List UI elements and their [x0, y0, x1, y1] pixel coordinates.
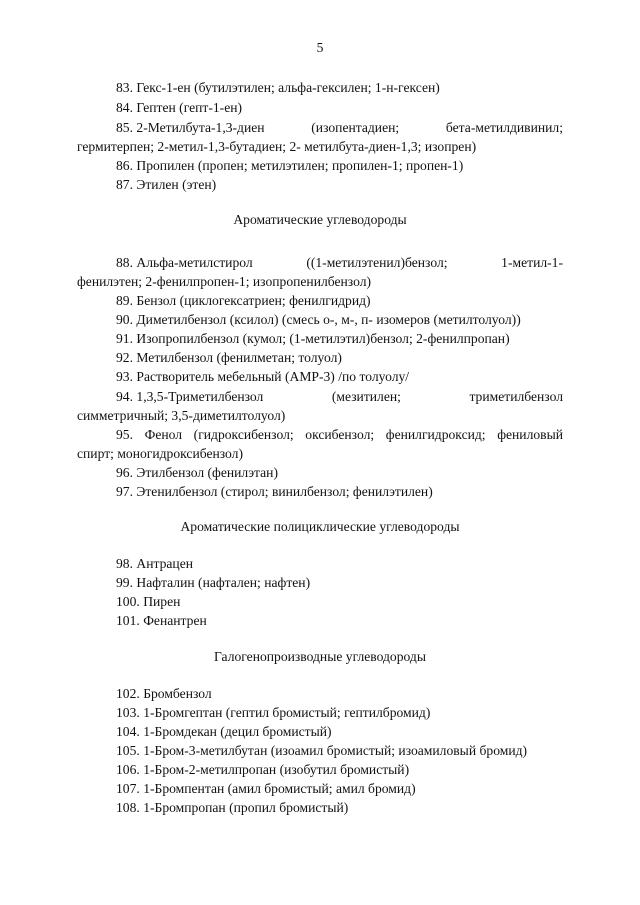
list-item: 87. Этилен (этен)	[116, 177, 217, 192]
word: 1-метил-1-	[501, 255, 563, 270]
word: триметилбензол	[469, 389, 563, 404]
section-heading: Галогенопроизводные углеводороды	[214, 649, 426, 664]
list-item: 108. 1-Бромпропан (пропил бромистый)	[116, 800, 349, 815]
list-item-continuation: симметричный; 3,5-диметилтолуол)	[77, 408, 286, 423]
list-item: 98. Антрацен	[116, 556, 194, 571]
list-item: 101. Фенантрен	[116, 613, 207, 628]
word: бета-метилдивинил;	[445, 120, 563, 135]
list-item-justified	[116, 427, 563, 443]
list-item: 105. 1-Бром-3-метилбутан (изоамил бромистый; изоамиловый бромид)	[116, 743, 528, 758]
list-item-justified	[116, 120, 563, 136]
list-item: 106. 1-Бром-2-метилпропан (изобутил бромистый)	[116, 762, 410, 777]
section-heading: Ароматические полициклические углеводороды	[180, 519, 460, 534]
word: Фенол	[144, 427, 183, 442]
list-item: 93. Растворитель мебельный (АМР-3) /по толуолу/	[116, 369, 410, 384]
word: 94. 1,3,5-Триметилбензол	[116, 389, 264, 404]
word: 88. Альфа-метилстирол	[116, 255, 253, 270]
list-item: 100. Пирен	[116, 594, 181, 609]
list-item-justified	[116, 389, 563, 405]
list-item: 83. Гекс-1-ен (бутилэтилен; альфа-гексилен; 1-н-гексен)	[116, 80, 440, 95]
list-item: 89. Бензол (циклогексатриен; фенилгидрид)	[116, 293, 371, 308]
list-item: 99. Нафталин (нафтален; нафтен)	[116, 575, 311, 590]
list-item: 90. Диметилбензол (ксилол) (смесь о-, м-, п- изомеров (метилтолуол))	[116, 312, 521, 327]
list-item: 97. Этенилбензол (стирол; винилбензол; фенилэтилен)	[116, 484, 433, 499]
list-item: 92. Метилбензол (фенилметан; толуол)	[116, 350, 342, 365]
list-item: 96. Этилбензол (фенилэтан)	[116, 465, 278, 480]
word: фенилгидроксид;	[385, 427, 486, 442]
list-item: 103. 1-Бромгептан (гептил бромистый; гептилбромид)	[116, 705, 431, 720]
word: (изопентадиен;	[311, 120, 400, 135]
list-item: 86. Пропилен (пропен; метилэтилен; пропилен-1; пропен-1)	[116, 158, 464, 173]
word: ((1-метилэтенил)бензол;	[306, 255, 448, 270]
page-number: 5	[316, 40, 324, 55]
list-item-continuation: спирт; моногидроксибензол)	[77, 446, 243, 461]
word: (мезитилен;	[331, 389, 401, 404]
word: фениловый	[497, 427, 563, 442]
list-item: 102. Бромбензол	[116, 686, 212, 701]
list-item: 107. 1-Бромпентан (амил бромистый; амил бромид)	[116, 781, 416, 796]
word: оксибензол;	[305, 427, 375, 442]
word: 95.	[116, 427, 133, 442]
section-heading: Ароматические углеводороды	[233, 212, 407, 227]
word: 85. 2-Метилбута-1,3-диен	[116, 120, 265, 135]
word: (гидроксибензол;	[193, 427, 294, 442]
list-item: 84. Гептен (гепт-1-ен)	[116, 100, 243, 115]
list-item-justified	[116, 255, 563, 271]
list-item-continuation: гермитерпен; 2-метил-1,3-бутадиен; 2- метилбута-диен-1,3; изопрен)	[77, 139, 477, 154]
list-item: 91. Изопропилбензол (кумол; (1-метилэтил)бензол; 2-фенилпропан)	[116, 331, 510, 346]
list-item-continuation: фенилэтен; 2-фенилпропен-1; изопропенилбензол)	[77, 274, 372, 289]
list-item: 104. 1-Бромдекан (децил бромистый)	[116, 724, 332, 739]
